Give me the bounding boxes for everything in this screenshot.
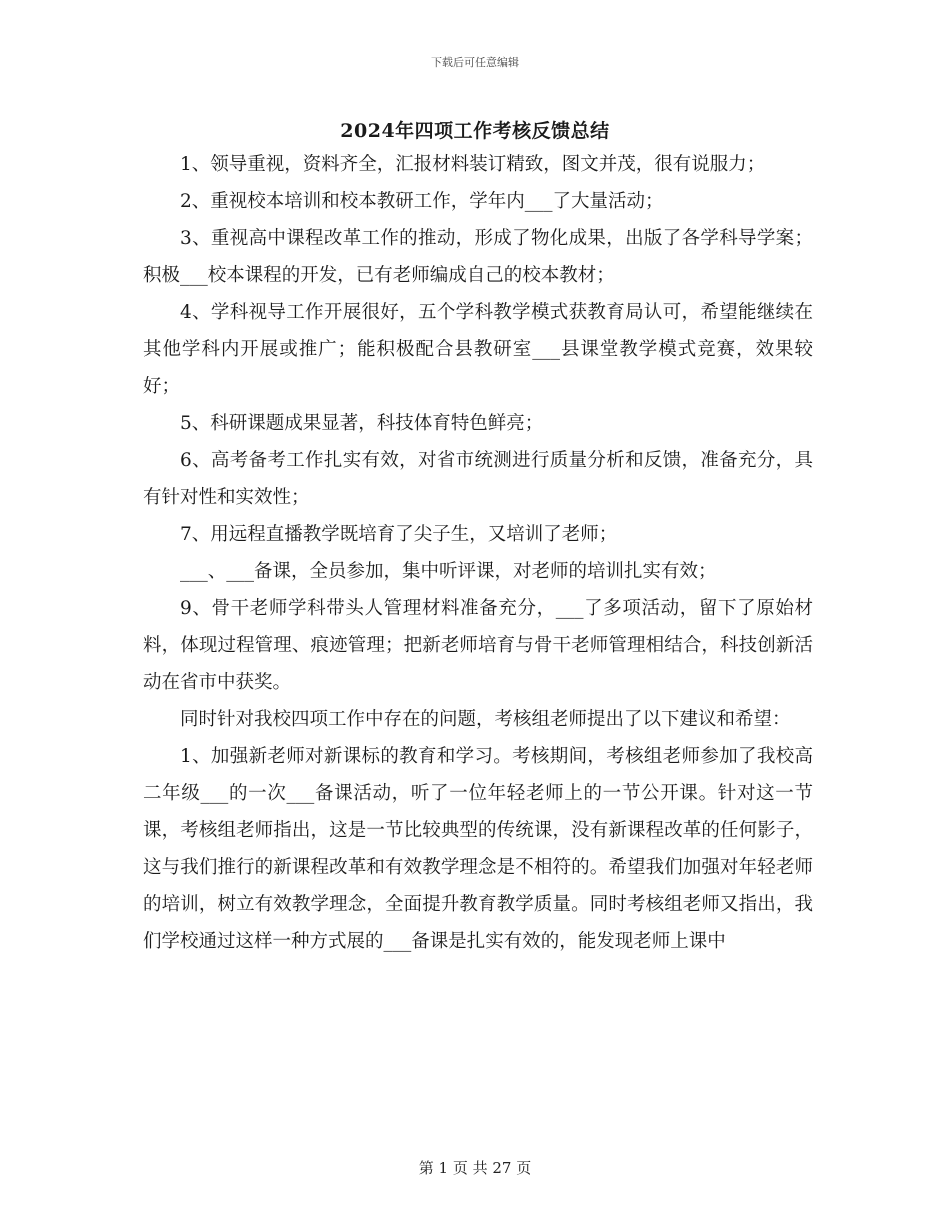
page-number: 第 1 页 共 27 页 bbox=[418, 1159, 532, 1177]
paragraph-item-2: 2、重视校本培训和校本教研工作，学年内___了大量活动； bbox=[180, 191, 664, 212]
paragraph-item-9: 9、骨干老师学科带头人管理材料准备充分，___了多项活动，留下了原始材料，体现过程管理、痕迹管理；把新老师培育与骨干老师管理相结合，科技创新活动在省市中获奖。 bbox=[143, 598, 813, 693]
document-title: 2024年四项工作考核反馈总结 bbox=[340, 120, 610, 142]
paragraph-item-5: 5、科研课题成果显著，科技体育特色鲜亮； bbox=[180, 413, 544, 434]
paragraph-item-3: 3、重视高中课程改革工作的推动，形成了物化成果，出版了各学科导学案；积极___校本课程的开发，已有老师编成自己的校本教材； bbox=[143, 228, 813, 286]
document-body bbox=[143, 146, 813, 960]
paragraph-suggestion-1: 1、加强新老师对新课标的教育和学习。考核期间，考核组老师参加了我校高二年级___的一次___备课活动，听了一位年轻老师上的一节公开课。针对这一节课，考核组老师指出，这是一节比较典型的传统课，没有新课程改革的任何影子，这与我们推行的新课程改革和有效教学理念是不相符的。希望我们加强对年轻老师的培训，树立有效教学理念，全面提升教育教学质量。同时考核组老师又指出，我们学校通过这样一种方式展的___备课是扎实有效的，能发现老师上课中 bbox=[143, 746, 813, 952]
paragraph-item-4: 4、学科视导工作开展很好，五个学科教学模式获教育局认可，希望能继续在其他学科内开展或推广；能积极配合县教研室___县课堂教学模式竞赛，效果较好； bbox=[143, 302, 813, 397]
page-header-note: 下载后可任意编辑 bbox=[431, 56, 519, 69]
paragraph-item-8: ___、___备课，全员参加，集中听评课，对老师的培训扎实有效； bbox=[180, 561, 717, 582]
paragraph-item-6: 6、高考备考工作扎实有效，对省市统测进行质量分析和反馈，准备充分，具有针对性和实效性； bbox=[143, 450, 813, 508]
paragraph-item-1: 1、领导重视，资料齐全，汇报材料装订精致，图文并茂，很有说服力； bbox=[180, 154, 766, 175]
paragraph-suggestions-intro: 同时针对我校四项工作中存在的问题，考核组老师提出了以下建议和希望： bbox=[180, 709, 791, 730]
paragraph-item-7: 7、用远程直播教学既培育了尖子生，又培训了老师； bbox=[180, 524, 618, 545]
